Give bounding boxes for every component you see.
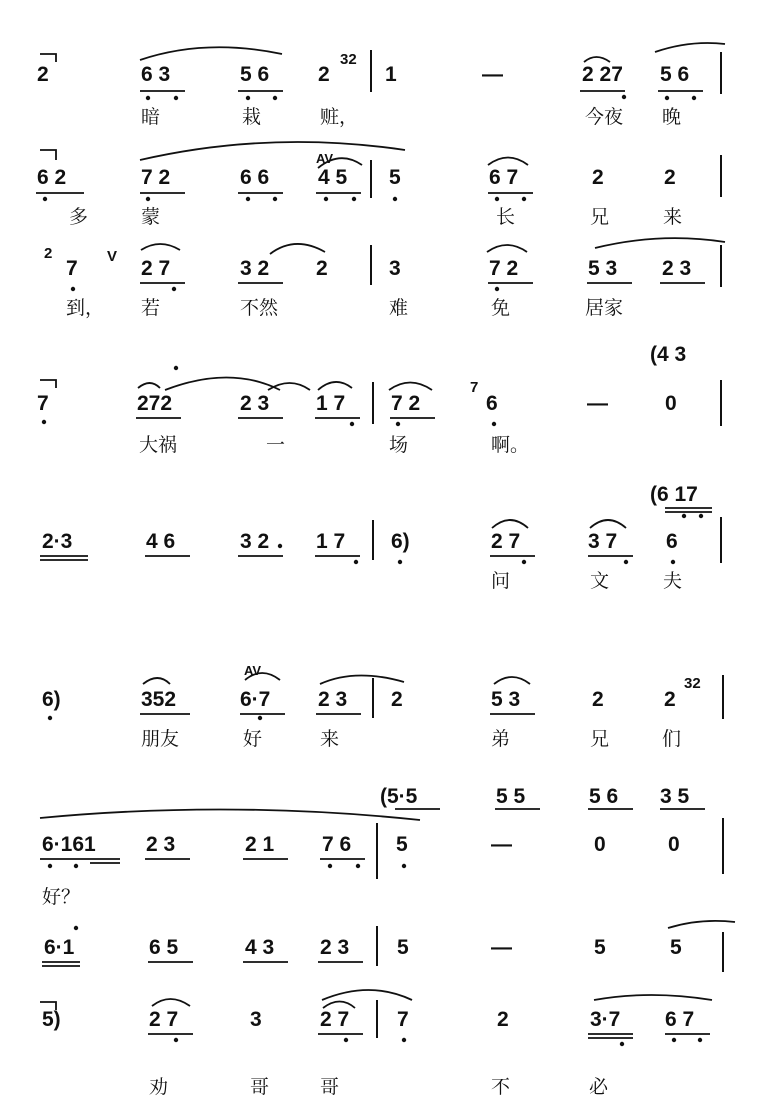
lyric: 哥 [250, 1076, 270, 1097]
note-group: — [482, 63, 503, 86]
lyric: 免 [491, 297, 511, 319]
lyric: 晚 [662, 106, 682, 128]
note-group: 272 [137, 392, 173, 415]
lyric: 一 [266, 434, 286, 456]
lyric: 蒙 [141, 206, 161, 228]
ornament-mark: AV [316, 151, 334, 166]
note-group: 3 [250, 1008, 262, 1031]
lyric: 来 [320, 728, 340, 750]
note-group: 5 [670, 936, 682, 959]
note-group: 6 [666, 530, 678, 553]
note-group: 7 [397, 1008, 409, 1031]
note-group: 0 [665, 392, 677, 415]
note-group: 5 3 [588, 257, 618, 280]
lyric: 到， [66, 297, 105, 319]
note-group: 2 27 [582, 63, 623, 86]
note-group: 1 [385, 63, 397, 86]
lyric: 暗 [141, 106, 161, 128]
pickup-notes: 5 6 [589, 785, 619, 808]
note-group: 7 6 [322, 833, 352, 856]
note-group: 3 7 [588, 530, 618, 553]
note-group: 7 [37, 392, 49, 415]
note-group: 5 6 [240, 63, 270, 86]
note-group: 7 [66, 257, 78, 280]
note-group: 0 [668, 833, 680, 856]
lyric: 问 [491, 570, 511, 592]
note-group: 2 1 [245, 833, 275, 856]
note-group: 6) [42, 688, 61, 711]
lyric: 若 [141, 297, 161, 319]
note-group: — [491, 833, 512, 856]
note-group: 5 [594, 936, 606, 959]
note-group: 4 6 [146, 530, 176, 553]
lyric: 今夜 [585, 106, 624, 128]
note-group: 6 2 [37, 166, 67, 189]
ornament-mark: AV [244, 663, 262, 678]
note-group: 1 7 [316, 530, 346, 553]
pickup-notes: (5·5 [380, 785, 418, 808]
note-group: 2 [37, 63, 49, 86]
note-group: 2 3 [240, 392, 270, 415]
lyric: 弟 [491, 728, 511, 750]
note-group: 2 [316, 257, 328, 280]
note-group: — [491, 936, 512, 959]
lyric: 来 [663, 206, 683, 228]
note-group: 6 3 [141, 63, 171, 86]
lyric: 大祸 [139, 434, 178, 456]
lyric: 劝 [149, 1076, 169, 1097]
note-group: 7 2 [391, 392, 421, 415]
note-group: 6 7 [665, 1008, 695, 1031]
note-group: 2 [664, 688, 676, 711]
note-group: 5 6 [660, 63, 690, 86]
pickup-notes: 5 5 [496, 785, 526, 808]
note-group: 6·1 [44, 936, 75, 959]
note-group: 1 7 [316, 392, 346, 415]
note-group: 6 [486, 392, 498, 415]
lyric: 好？ [42, 886, 81, 908]
lyric: 朋友 [141, 728, 180, 750]
note-group: 5 [397, 936, 409, 959]
note-group: 7 2 [141, 166, 171, 189]
pickup-notes: (6 17 [650, 483, 698, 506]
note-group: 2 [391, 688, 403, 711]
grace-note: 32 [684, 675, 701, 692]
note-group: 3 [389, 257, 401, 280]
breath-mark: V [107, 248, 118, 265]
note-group: 2 7 [141, 257, 171, 280]
note-group: — [587, 392, 608, 415]
note-group: 4 5 [318, 166, 348, 189]
lyric: 多 [69, 206, 89, 228]
note-group: 2 [592, 166, 604, 189]
lyric: 必 [589, 1076, 609, 1097]
lyric: 们 [662, 728, 682, 750]
note-group: 352 [141, 688, 177, 711]
note-group: 5 3 [491, 688, 521, 711]
note-group: 2 3 [146, 833, 176, 856]
lyric: 兄 [590, 728, 610, 750]
note-group: 2 3 [318, 688, 348, 711]
note-group: 2 7 [149, 1008, 179, 1031]
note-group: 2 7 [491, 530, 521, 553]
lyric: 文 [590, 570, 610, 592]
lyric: 兄 [590, 206, 610, 228]
pickup-notes: 3 5 [660, 785, 690, 808]
lyric: 啊。 [491, 434, 530, 456]
note-group: 4 3 [245, 936, 275, 959]
lyric: 不然 [240, 297, 279, 319]
note-group: 6·7 [240, 688, 271, 711]
grace-note: 7 [470, 379, 479, 396]
note-group: 2 [318, 63, 330, 86]
note-group: 5 [396, 833, 408, 856]
note-group: 7 2 [489, 257, 519, 280]
note-group: 6 6 [240, 166, 270, 189]
note-group: 3 2 [240, 257, 270, 280]
note-group: 2 [664, 166, 676, 189]
lyric: 赃， [320, 106, 359, 128]
pickup-notes: (4 3 [650, 343, 687, 366]
note-group: 2 [592, 688, 604, 711]
lyric: 好 [243, 728, 263, 750]
note-group: 0 [594, 833, 606, 856]
lyric: 难 [389, 297, 409, 319]
note-group: 5) [42, 1008, 61, 1031]
note-group: 6 5 [149, 936, 179, 959]
note-group: 2·3 [42, 530, 73, 553]
note-group: 6·161 [42, 833, 96, 856]
note-group: 6 7 [489, 166, 519, 189]
note-group: 5 [389, 166, 401, 189]
grace-note: 2 [44, 245, 53, 262]
note-group: 2 7 [320, 1008, 350, 1031]
note-group: 3 2 [240, 530, 270, 553]
lyric: 场 [389, 434, 409, 456]
lyric: 栽 [242, 106, 262, 128]
lyric: 夫 [663, 570, 683, 592]
note-group: 6) [391, 530, 410, 553]
note-group: 2 3 [320, 936, 350, 959]
lyric: 居家 [585, 297, 624, 319]
note-group: 2 [497, 1008, 509, 1031]
grace-note: 32 [340, 51, 357, 68]
note-group: 3·7 [590, 1008, 621, 1031]
lyric: 不 [491, 1076, 511, 1097]
lyric: 长 [496, 206, 516, 228]
lyric: 哥 [320, 1076, 340, 1097]
note-group: 2 3 [662, 257, 692, 280]
